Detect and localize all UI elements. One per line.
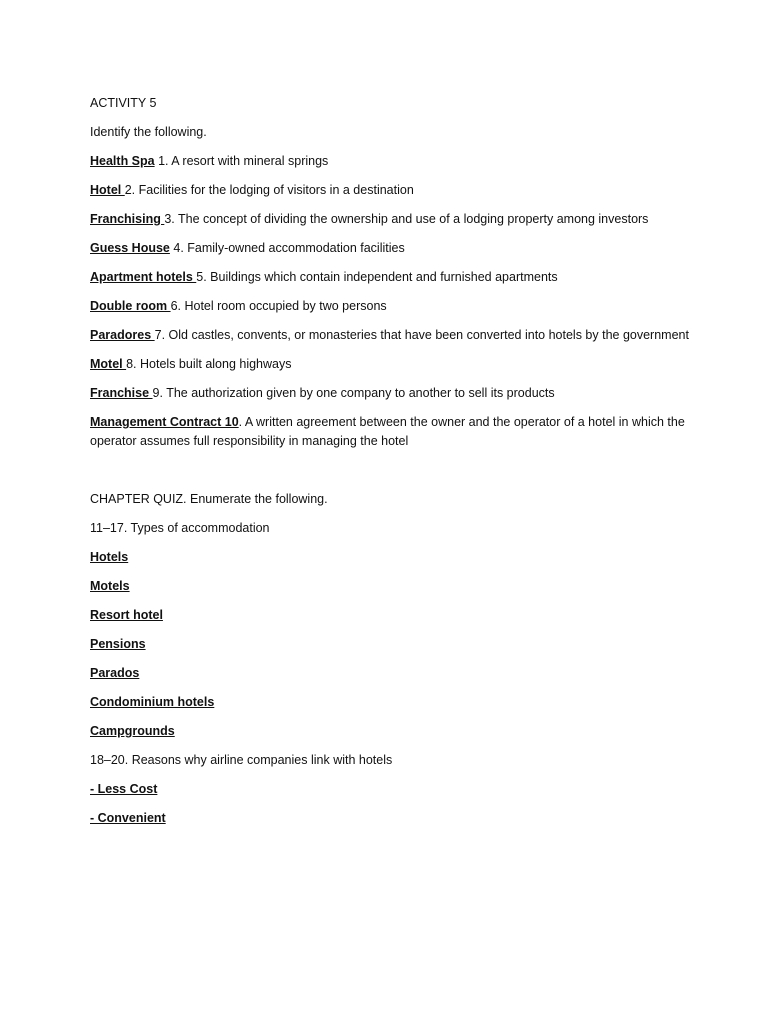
activity-item — [90, 181, 690, 200]
activity-instruction: Identify the following. — [90, 125, 207, 139]
activity-definition: 8. Hotels built along highways — [126, 357, 292, 371]
quiz-heading: CHAPTER QUIZ. Enumerate the following. — [90, 492, 328, 506]
activity-definition: 5. Buildings which contain independent and furnished apartments — [196, 270, 558, 284]
activity-item — [90, 297, 690, 316]
activity-term: Hotel — [90, 183, 125, 197]
activity-definition: . A written agreement between the owner and the operator of a hotel in which the operator assumes full responsibility in managing the hotel — [90, 415, 685, 448]
quiz-answer: Resort hotel — [90, 608, 163, 622]
activity-term: Motel — [90, 357, 127, 371]
activity-term: Apartment hotels — [90, 270, 197, 284]
quiz-section-title: 18–20. Reasons why airline companies link with hotels — [90, 753, 393, 767]
activity-term: Health Spa — [90, 154, 155, 168]
quiz-answer: Condominium hotels — [90, 695, 215, 709]
activity-item — [90, 413, 690, 451]
activity-definition: 4. Family-owned accommodation facilities — [169, 241, 405, 255]
activity-definition: 3. The concept of dividing the ownership and use of a lodging property among investors — [164, 212, 649, 226]
quiz-answer: - Less Cost — [90, 782, 158, 796]
document-page — [90, 94, 690, 838]
activity-definition: 1. A resort with mineral springs — [154, 154, 329, 168]
quiz-answer: Campgrounds — [90, 724, 175, 738]
activity-term: Guess House — [90, 241, 170, 255]
quiz-answer: Pensions — [90, 637, 146, 651]
activity-definition: 2. Facilities for the lodging of visitors in a destination — [124, 183, 414, 197]
activity-item — [90, 152, 690, 171]
activity-item — [90, 210, 690, 229]
quiz-section-title: 11–17. Types of accommodation — [90, 521, 270, 535]
activity-term: Franchise — [90, 386, 153, 400]
quiz-answer: Hotels — [90, 550, 129, 564]
activity-item — [90, 326, 690, 345]
activity-definition: 9. The authorization given by one company to another to sell its products — [152, 386, 555, 400]
activity-term: Franchising — [90, 212, 165, 226]
quiz-answer: Motels — [90, 579, 130, 593]
activity-definition: 7. Old castles, convents, or monasteries that have been converted into hotels by the government — [154, 328, 689, 342]
quiz-answer: Parados — [90, 666, 140, 680]
activity-item — [90, 268, 690, 287]
activity-heading: ACTIVITY 5 — [90, 96, 157, 110]
activity-term: Management Contract 10 — [90, 415, 239, 429]
activity-item — [90, 384, 690, 403]
activity-definition: 6. Hotel room occupied by two persons — [170, 299, 387, 313]
activity-item — [90, 355, 690, 374]
section-spacer — [90, 461, 690, 490]
activity-item — [90, 239, 690, 258]
quiz-answer: - Convenient — [90, 811, 166, 825]
activity-term: Double room — [90, 299, 171, 313]
activity-term: Paradores — [90, 328, 155, 342]
